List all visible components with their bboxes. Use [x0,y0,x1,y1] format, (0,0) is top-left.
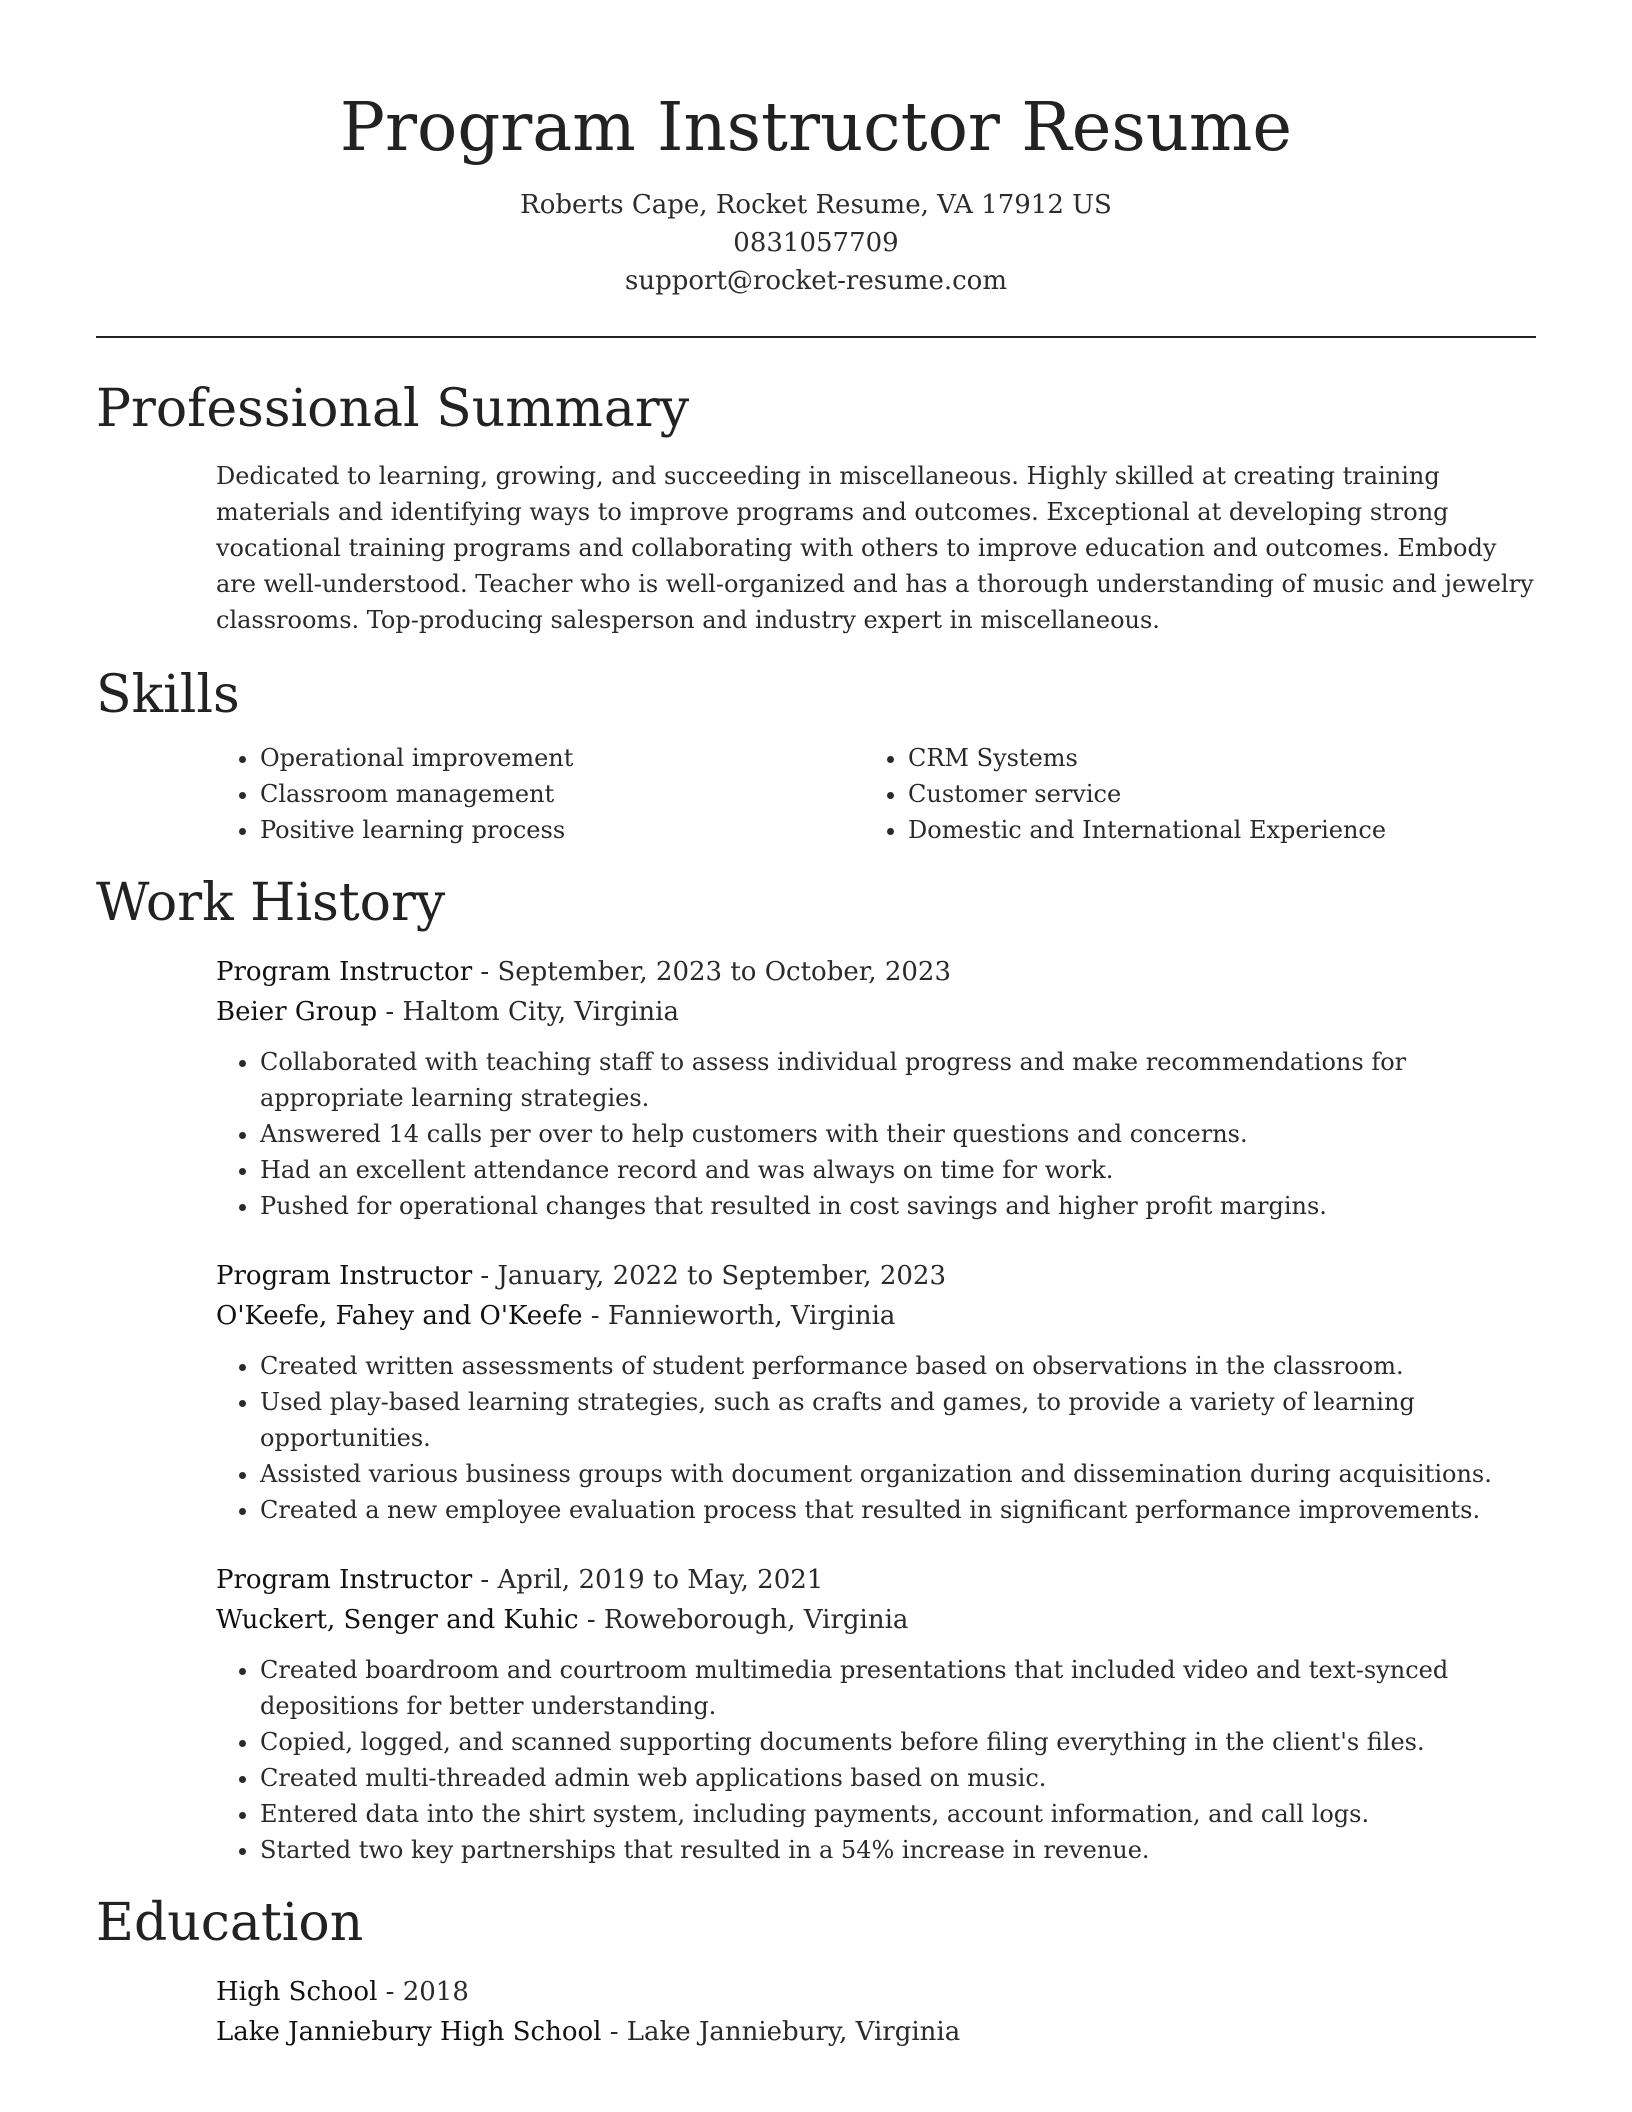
education-location: - Lake Janniebury, Virginia [601,2017,961,2047]
job-company: O'Keefe, Fahey and O'Keefe [216,1301,583,1331]
job-company-line [216,1296,1536,1336]
job-location: - Roweborough, Virginia [578,1605,909,1635]
skills-list [216,740,1536,848]
job-company-line [216,1600,1536,1640]
job-bullet: • Had an excellent attendance record and was always on time for work. [260,1152,1536,1188]
job-entry [216,1256,1536,1528]
job-dates: - April, 2019 to May, 2021 [472,1565,824,1595]
education-degree-line [216,1972,1536,2012]
job-title: Program Instructor [216,1261,473,1291]
job-bullets [216,1044,1536,1224]
job-title-line [216,1560,1536,1600]
skill-item: • Domestic and International Experience [908,812,1512,848]
skill-item: • Classroom management [260,776,864,812]
skills-heading: Skills [96,665,240,725]
job-bullet: • Created multi-threaded admin web applications based on music. [260,1760,1536,1796]
job-entry [216,1560,1536,1868]
header-divider [96,336,1536,338]
summary-text: Dedicated to learning, growing, and succeeding in miscellaneous. Highly skilled at creating training materials and identifying ways to improve programs and outcomes. Exceptional at developing strong vocational training programs and collaborating with others to improve education and outcomes. Embody are well-understood. Teacher who is well-organized and has a thorough understanding of music and jewelry classrooms. Top-producing salesperson and industry expert in miscellaneous. [216,462,1534,634]
education-degree: High School [216,1977,378,2007]
job-bullet: • Copied, logged, and scanned supporting documents before filing everything in the client's files. [260,1724,1536,1760]
job-bullet: • Assisted various business groups with document organization and dissemination during acquisitions. [260,1456,1536,1492]
job-company: Beier Group [216,997,378,1027]
skills-column-left [216,740,864,848]
skill-item: • CRM Systems [908,740,1512,776]
education-heading: Education [96,1893,364,1953]
resume-header [96,80,1536,300]
job-company-line [216,992,1536,1032]
education-entry [216,1972,1536,2052]
contact-phone: 0831057709 [733,228,899,258]
education-school-line [216,2012,1536,2052]
job-bullet: • Entered data into the shirt system, including payments, account information, and call logs. [260,1796,1536,1832]
job-dates: - September, 2023 to October, 2023 [472,957,951,987]
job-bullets [216,1652,1536,1868]
job-bullet: • Created written assessments of student performance based on observations in the classroom. [260,1348,1536,1384]
job-title: Program Instructor [216,957,473,987]
job-dates: - January, 2022 to September, 2023 [472,1261,946,1291]
skill-item: • Customer service [908,776,1512,812]
job-bullet: • Started two key partnerships that resulted in a 54% increase in revenue. [260,1832,1536,1868]
contact-info [96,186,1536,300]
contact-email: support@rocket-resume.com [624,266,1007,296]
resume-title: Program Instructor Resume [339,88,1293,166]
job-bullet: • Collaborated with teaching staff to assess individual progress and make recommendations for appropriate learning strategies. [260,1044,1536,1116]
job-bullets [216,1348,1536,1528]
job-title-line [216,952,1536,992]
job-location: - Fannieworth, Virginia [582,1301,896,1331]
education-school: Lake Janniebury High School [216,2017,602,2047]
work-history-heading: Work History [96,873,446,933]
job-entry [216,952,1536,1224]
skills-column-right [864,740,1512,848]
summary-heading: Professional Summary [96,379,690,439]
education-year: - 2018 [377,1977,469,2007]
job-bullet: • Created boardroom and courtroom multimedia presentations that included video and text-synced depositions for better understanding. [260,1652,1536,1724]
job-location: - Haltom City, Virginia [377,997,679,1027]
skill-item: • Operational improvement [260,740,864,776]
resume-page [96,80,1536,2052]
job-company: Wuckert, Senger and Kuhic [216,1605,579,1635]
job-bullet: • Answered 14 calls per over to help customers with their questions and concerns. [260,1116,1536,1152]
job-bullet: • Used play-based learning strategies, such as crafts and games, to provide a variety of learning opportunities. [260,1384,1536,1456]
job-title-line [216,1256,1536,1296]
contact-address: Roberts Cape, Rocket Resume, VA 17912 US [520,190,1112,220]
job-bullet: • Created a new employee evaluation process that resulted in significant performance improvements. [260,1492,1536,1528]
skill-item: • Positive learning process [260,812,864,848]
job-title: Program Instructor [216,1565,473,1595]
job-bullet: • Pushed for operational changes that resulted in cost savings and higher profit margins. [260,1188,1536,1224]
